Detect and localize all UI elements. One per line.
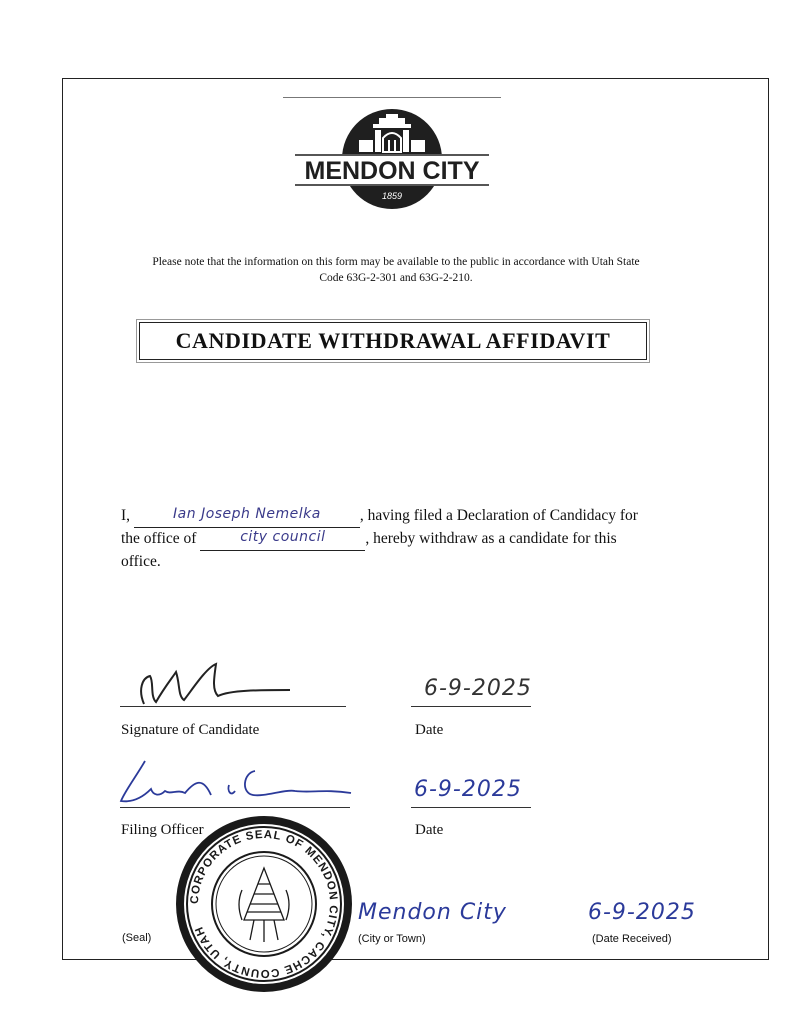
- notice-line-1: Please note that the information on this form may be available to the public in accordance with Utah State: [152, 256, 640, 268]
- statement-part-1: , having filed a Declaration of Candidacy for: [359, 507, 638, 524]
- office-prefix: the office of: [121, 530, 197, 547]
- candidate-name-field[interactable]: [134, 505, 360, 528]
- filing-officer-label: Filing Officer: [121, 822, 204, 838]
- candidate-signature[interactable]: [120, 660, 350, 708]
- public-records-notice: [110, 254, 682, 286]
- seal-ring-text: CORPORATE SEAL OF MENDON CITY, CACHE COUNTY, UTAH: [188, 828, 340, 980]
- candidate-name-value: Ian Joseph Nemelka: [173, 506, 321, 522]
- form-title: CANDIDATE WITHDRAWAL AFFIDAVIT: [175, 328, 611, 353]
- date-received-value[interactable]: 6-9-2025: [588, 900, 696, 925]
- city-value[interactable]: Mendon City: [358, 900, 507, 925]
- filing-date-label: Date: [415, 822, 444, 838]
- date-received-label: (Date Received): [592, 933, 672, 945]
- seal-label: (Seal): [122, 932, 152, 944]
- logo-year: 1859: [381, 191, 403, 201]
- filing-date-value[interactable]: 6-9-2025: [414, 777, 522, 802]
- form-title-box: [139, 322, 647, 360]
- candidate-signature-line: [120, 706, 346, 707]
- filing-date-line: [411, 807, 531, 808]
- filing-officer-line: [120, 807, 350, 808]
- header-rule: [283, 97, 501, 98]
- candidate-date-value[interactable]: 6-9-2025: [424, 676, 532, 701]
- office-name-field[interactable]: [200, 528, 365, 551]
- statement-part-3: office.: [121, 553, 161, 570]
- withdrawal-statement: [121, 505, 681, 572]
- corporate-seal: [172, 812, 356, 996]
- notice-line-2: Code 63G-2-301 and 63G-2-210.: [319, 272, 473, 284]
- mendon-city-logo: [289, 104, 495, 214]
- filing-officer-signature[interactable]: [115, 755, 365, 807]
- statement-part-2: , hereby withdraw as a candidate for this: [365, 530, 617, 547]
- candidate-date-label: Date: [415, 722, 444, 738]
- logo-name: MENDON CITY: [304, 157, 480, 185]
- candidate-signature-label: Signature of Candidate: [121, 722, 260, 738]
- candidate-date-line: [411, 706, 531, 707]
- city-label: (City or Town): [358, 933, 426, 945]
- statement-prefix: I,: [121, 507, 131, 524]
- office-name-value: city council: [240, 529, 326, 545]
